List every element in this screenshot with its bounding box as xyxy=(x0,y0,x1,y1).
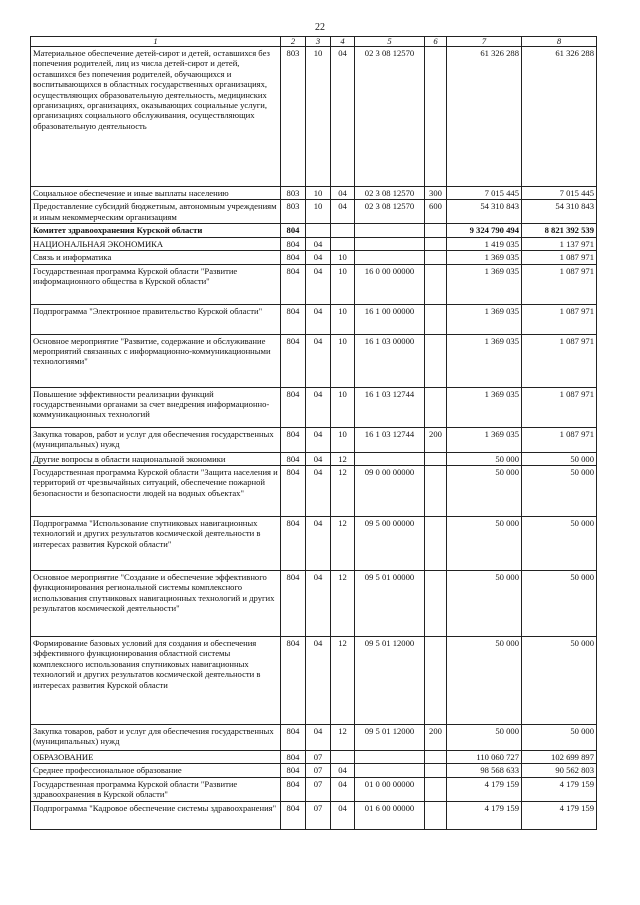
subsection-code xyxy=(331,224,355,237)
amount-year-2: 1 137 971 xyxy=(522,237,597,250)
subsection-code: 12 xyxy=(331,517,355,571)
amount-year-2: 50 000 xyxy=(522,637,597,725)
amount-year-2: 50 000 xyxy=(522,517,597,571)
column-number: 7 xyxy=(447,37,522,47)
ministry-code: 804 xyxy=(281,517,306,571)
expense-type-code: 200 xyxy=(425,725,447,751)
table-row xyxy=(31,571,597,637)
row-name: Материальное обеспечение детей-сирот и детей, оставшихся без попечения родителей, лиц из числа детей-сирот и детей, оставшихся без попечения родителей, обучающихся и воспитывающихся в областных государственных организациях, осуществляющих образовательную деятельность, медицинских организациях, организациях, оказывающих социальные услуги, организациях социального обслуживания, осуществляющих образовательную деятельность xyxy=(31,47,281,187)
target-article-code: 02 3 08 12570 xyxy=(355,47,425,187)
expense-type-code xyxy=(425,47,447,187)
ministry-code: 804 xyxy=(281,466,306,517)
subsection-code: 04 xyxy=(331,801,355,829)
expense-type-code xyxy=(425,571,447,637)
table-row xyxy=(31,801,597,829)
ministry-code: 804 xyxy=(281,571,306,637)
column-number: 2 xyxy=(281,37,306,47)
target-article-code xyxy=(355,224,425,237)
amount-year-1: 50 000 xyxy=(447,466,522,517)
ministry-code: 803 xyxy=(281,47,306,187)
row-name: Государственная программа Курской области "Развитие информационного общества в Курской области" xyxy=(31,264,281,304)
section-code: 04 xyxy=(306,466,331,517)
amount-year-1: 50 000 xyxy=(447,571,522,637)
target-article-code xyxy=(355,251,425,264)
amount-year-1: 9 324 790 494 xyxy=(447,224,522,237)
table-row xyxy=(31,466,597,517)
subsection-code: 10 xyxy=(331,251,355,264)
row-name: Основное мероприятие "Создание и обеспечение эффективного функционирования региональной системы комплексного использования спутниковых навигационных технологий и других результатов космической деятельности" xyxy=(31,571,281,637)
amount-year-1: 50 000 xyxy=(447,517,522,571)
expense-type-code xyxy=(425,517,447,571)
ministry-code: 804 xyxy=(281,264,306,304)
row-name: Закупка товаров, работ и услуг для обеспечения государственных (муниципальных) нужд xyxy=(31,725,281,751)
amount-year-1: 7 015 445 xyxy=(447,187,522,200)
amount-year-2: 50 000 xyxy=(522,571,597,637)
table-row xyxy=(31,187,597,200)
expense-type-code xyxy=(425,334,447,387)
subsection-code: 12 xyxy=(331,637,355,725)
target-article-code: 16 1 03 12744 xyxy=(355,387,425,427)
amount-year-2: 102 699 897 xyxy=(522,751,597,764)
subsection-code: 10 xyxy=(331,427,355,452)
ministry-code: 804 xyxy=(281,452,306,465)
section-code: 04 xyxy=(306,264,331,304)
amount-year-2: 50 000 xyxy=(522,452,597,465)
expense-type-code xyxy=(425,637,447,725)
row-name: Подпрограмма "Использование спутниковых навигационных технологий и других результатов космической деятельности в интересах развития Курской области" xyxy=(31,517,281,571)
section-code: 10 xyxy=(306,47,331,187)
target-article-code: 09 0 00 00000 xyxy=(355,466,425,517)
table-row xyxy=(31,764,597,777)
amount-year-2: 54 310 843 xyxy=(522,200,597,224)
table-row xyxy=(31,47,597,187)
subsection-code xyxy=(331,751,355,764)
ministry-code: 803 xyxy=(281,187,306,200)
section-code: 10 xyxy=(306,200,331,224)
subsection-code: 12 xyxy=(331,571,355,637)
section-code: 07 xyxy=(306,764,331,777)
amount-year-2: 1 087 971 xyxy=(522,387,597,427)
amount-year-1: 1 369 035 xyxy=(447,387,522,427)
row-name: Предоставление субсидий бюджетным, автономным учреждениям и иным некоммерческим организациям xyxy=(31,200,281,224)
target-article-code: 01 0 00 00000 xyxy=(355,777,425,801)
amount-year-2: 61 326 288 xyxy=(522,47,597,187)
expense-type-code xyxy=(425,764,447,777)
section-code: 04 xyxy=(306,334,331,387)
section-code: 04 xyxy=(306,725,331,751)
amount-year-1: 54 310 843 xyxy=(447,200,522,224)
section-code: 07 xyxy=(306,777,331,801)
amount-year-1: 50 000 xyxy=(447,725,522,751)
table-row xyxy=(31,517,597,571)
subsection-code: 10 xyxy=(331,304,355,334)
table-row xyxy=(31,251,597,264)
target-article-code xyxy=(355,751,425,764)
table-row xyxy=(31,304,597,334)
subsection-code xyxy=(331,237,355,250)
ministry-code: 804 xyxy=(281,637,306,725)
amount-year-2: 1 087 971 xyxy=(522,251,597,264)
expense-type-code xyxy=(425,251,447,264)
expense-type-code xyxy=(425,777,447,801)
section-code xyxy=(306,224,331,237)
table-row xyxy=(31,264,597,304)
subsection-code: 12 xyxy=(331,725,355,751)
ministry-code: 803 xyxy=(281,200,306,224)
subsection-code: 10 xyxy=(331,264,355,304)
table-row xyxy=(31,387,597,427)
subsection-code: 04 xyxy=(331,200,355,224)
ministry-code: 804 xyxy=(281,801,306,829)
amount-year-1: 1 369 035 xyxy=(447,251,522,264)
target-article-code: 16 1 03 00000 xyxy=(355,334,425,387)
page-number: 22 xyxy=(315,22,325,33)
section-code: 04 xyxy=(306,304,331,334)
expense-type-code: 200 xyxy=(425,427,447,452)
row-name: Комитет здравоохранения Курской области xyxy=(31,224,281,237)
target-article-code: 09 5 01 12000 xyxy=(355,725,425,751)
row-name: Формирование базовых условий для создания и обеспечения эффективного функционирования областной системы комплексного использования спутниковых навигационных технологий и других результатов космической деятельности в интересах развития Курской области xyxy=(31,637,281,725)
row-name: Закупка товаров, работ и услуг для обеспечения государственных (муниципальных) нужд xyxy=(31,427,281,452)
amount-year-1: 50 000 xyxy=(447,637,522,725)
table-row xyxy=(31,777,597,801)
subsection-code: 04 xyxy=(331,187,355,200)
column-number: 6 xyxy=(425,37,447,47)
amount-year-1: 1 369 035 xyxy=(447,334,522,387)
expense-type-code: 600 xyxy=(425,200,447,224)
row-name: НАЦИОНАЛЬНАЯ ЭКОНОМИКА xyxy=(31,237,281,250)
column-number: 5 xyxy=(355,37,425,47)
target-article-code xyxy=(355,764,425,777)
ministry-code: 804 xyxy=(281,334,306,387)
amount-year-1: 61 326 288 xyxy=(447,47,522,187)
target-article-code: 01 6 00 00000 xyxy=(355,801,425,829)
row-name: Повышение эффективности реализации функций государственными органами за счет внедрения информационно-коммуникационных технологий xyxy=(31,387,281,427)
ministry-code: 804 xyxy=(281,764,306,777)
row-name: ОБРАЗОВАНИЕ xyxy=(31,751,281,764)
subsection-code: 12 xyxy=(331,452,355,465)
section-code: 04 xyxy=(306,251,331,264)
column-number: 4 xyxy=(331,37,355,47)
column-number-row xyxy=(31,37,597,47)
expense-type-code xyxy=(425,237,447,250)
amount-year-2: 1 087 971 xyxy=(522,427,597,452)
expense-type-code xyxy=(425,466,447,517)
table-row xyxy=(31,237,597,250)
ministry-code: 804 xyxy=(281,725,306,751)
row-name: Государственная программа Курской области "Защита населения и территорий от чрезвычайных ситуаций, обеспечение пожарной безопасности и безопасности людей на водных объектах" xyxy=(31,466,281,517)
target-article-code: 09 5 01 12000 xyxy=(355,637,425,725)
row-name: Основное мероприятие "Развитие, содержание и обслуживание мероприятий связанных с информационно-коммуникационными технологиями" xyxy=(31,334,281,387)
amount-year-2: 50 000 xyxy=(522,725,597,751)
section-code: 04 xyxy=(306,571,331,637)
subsection-code: 04 xyxy=(331,47,355,187)
ministry-code: 804 xyxy=(281,224,306,237)
ministry-code: 804 xyxy=(281,427,306,452)
amount-year-1: 1 369 035 xyxy=(447,304,522,334)
amount-year-1: 50 000 xyxy=(447,452,522,465)
target-article-code: 16 1 00 00000 xyxy=(355,304,425,334)
expense-type-code: 300 xyxy=(425,187,447,200)
ministry-code: 804 xyxy=(281,304,306,334)
table-row xyxy=(31,751,597,764)
amount-year-1: 110 060 727 xyxy=(447,751,522,764)
table-row xyxy=(31,334,597,387)
column-number: 1 xyxy=(31,37,281,47)
amount-year-2: 50 000 xyxy=(522,466,597,517)
expense-type-code xyxy=(425,801,447,829)
amount-year-1: 4 179 159 xyxy=(447,801,522,829)
ministry-code: 804 xyxy=(281,751,306,764)
subsection-code: 12 xyxy=(331,466,355,517)
target-article-code: 16 0 00 00000 xyxy=(355,264,425,304)
amount-year-2: 7 015 445 xyxy=(522,187,597,200)
subsection-code: 10 xyxy=(331,387,355,427)
section-code: 04 xyxy=(306,427,331,452)
column-number: 3 xyxy=(306,37,331,47)
target-article-code: 16 1 03 12744 xyxy=(355,427,425,452)
row-name: Связь и информатика xyxy=(31,251,281,264)
subsection-code: 04 xyxy=(331,777,355,801)
expense-type-code xyxy=(425,264,447,304)
table-row xyxy=(31,637,597,725)
amount-year-2: 4 179 159 xyxy=(522,801,597,829)
amount-year-1: 1 369 035 xyxy=(447,264,522,304)
row-name: Государственная программа Курской области "Развитие здравоохранения в Курской области" xyxy=(31,777,281,801)
section-code: 04 xyxy=(306,517,331,571)
expense-type-code xyxy=(425,304,447,334)
ministry-code: 804 xyxy=(281,777,306,801)
expense-type-code xyxy=(425,751,447,764)
subsection-code: 04 xyxy=(331,764,355,777)
ministry-code: 804 xyxy=(281,237,306,250)
section-code: 04 xyxy=(306,452,331,465)
target-article-code: 09 5 00 00000 xyxy=(355,517,425,571)
section-code: 07 xyxy=(306,801,331,829)
row-name: Подпрограмма "Электронное правительство Курской области" xyxy=(31,304,281,334)
section-code: 10 xyxy=(306,187,331,200)
amount-year-1: 98 568 633 xyxy=(447,764,522,777)
amount-year-2: 8 821 392 539 xyxy=(522,224,597,237)
target-article-code xyxy=(355,452,425,465)
amount-year-1: 4 179 159 xyxy=(447,777,522,801)
amount-year-2: 4 179 159 xyxy=(522,777,597,801)
target-article-code: 02 3 08 12570 xyxy=(355,200,425,224)
row-name: Социальное обеспечение и иные выплаты населению xyxy=(31,187,281,200)
section-code: 04 xyxy=(306,387,331,427)
amount-year-1: 1 419 035 xyxy=(447,237,522,250)
section-code: 04 xyxy=(306,637,331,725)
table-row xyxy=(31,224,597,237)
amount-year-2: 1 087 971 xyxy=(522,304,597,334)
budget-table xyxy=(30,36,597,830)
amount-year-2: 1 087 971 xyxy=(522,334,597,387)
amount-year-2: 90 562 803 xyxy=(522,764,597,777)
target-article-code xyxy=(355,237,425,250)
expense-type-code xyxy=(425,224,447,237)
section-code: 04 xyxy=(306,237,331,250)
row-name: Подпрограмма "Кадровое обеспечение системы здравоохранения" xyxy=(31,801,281,829)
table-row xyxy=(31,725,597,751)
target-article-code: 09 5 01 00000 xyxy=(355,571,425,637)
expense-type-code xyxy=(425,452,447,465)
ministry-code: 804 xyxy=(281,251,306,264)
amount-year-1: 1 369 035 xyxy=(447,427,522,452)
section-code: 07 xyxy=(306,751,331,764)
table-row xyxy=(31,452,597,465)
amount-year-2: 1 087 971 xyxy=(522,264,597,304)
row-name: Другие вопросы в области национальной экономики xyxy=(31,452,281,465)
target-article-code: 02 3 08 12570 xyxy=(355,187,425,200)
table-row xyxy=(31,427,597,452)
column-number: 8 xyxy=(522,37,597,47)
ministry-code: 804 xyxy=(281,387,306,427)
expense-type-code xyxy=(425,387,447,427)
subsection-code: 10 xyxy=(331,334,355,387)
row-name: Среднее профессиональное образование xyxy=(31,764,281,777)
table-row xyxy=(31,200,597,224)
table-body xyxy=(31,47,597,830)
